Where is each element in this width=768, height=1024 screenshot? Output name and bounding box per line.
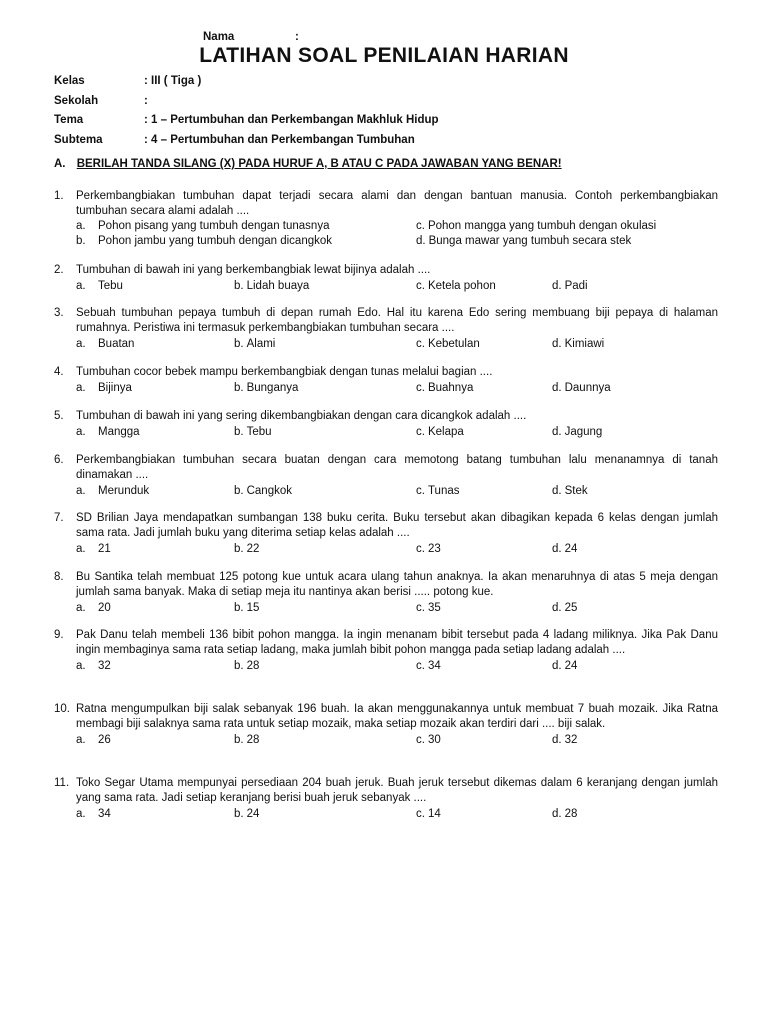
answer-option[interactable] xyxy=(416,219,656,234)
answer-option[interactable] xyxy=(234,381,298,396)
answer-options xyxy=(54,484,718,499)
answer-options xyxy=(54,337,718,352)
question-text: Tumbuhan di bawah ini yang berkembangbiak lewat bijinya adalah .... xyxy=(76,264,431,276)
answer-option[interactable] xyxy=(416,601,441,616)
answer-option[interactable] xyxy=(234,484,292,499)
question-item xyxy=(54,365,718,396)
answer-option[interactable] xyxy=(76,807,111,822)
option-text: 28 xyxy=(246,734,260,746)
answer-option[interactable] xyxy=(76,733,111,748)
option-letter: d. xyxy=(552,734,562,746)
question-number: 6. xyxy=(54,454,64,466)
info-block xyxy=(54,75,734,154)
option-text: Bijinya xyxy=(98,382,132,394)
option-letter: b. xyxy=(234,426,244,438)
option-letter: c. xyxy=(416,338,425,350)
answer-option[interactable] xyxy=(76,219,329,234)
option-letter: d. xyxy=(552,382,562,394)
option-text: 32 xyxy=(564,734,578,746)
answer-option[interactable] xyxy=(416,807,441,822)
question-item xyxy=(54,453,718,499)
answer-option[interactable] xyxy=(234,425,272,440)
option-letter: a. xyxy=(76,485,86,497)
answer-option[interactable] xyxy=(76,542,111,557)
option-letter: c. xyxy=(416,220,425,232)
question-text: Tumbuhan cocor bebek mampu berkembangbiak dengan tunas melalui bagian .... xyxy=(76,366,493,378)
answer-option[interactable] xyxy=(234,337,275,352)
question-text: Pak Danu telah membeli 136 bibit pohon mangga. Ia ingin menanam bibit tersebut pada 4 ladang miliknya. Jika Pak Danu ingin membaginya sama rata setiap ladang, maka jumlah bibit pohon mangga pada setiap ladang adalah .... xyxy=(76,629,718,656)
answer-option[interactable] xyxy=(552,337,604,352)
question-item xyxy=(54,306,718,352)
option-text: Tunas xyxy=(427,485,460,497)
option-letter: d. xyxy=(552,338,562,350)
info-label: Subtema xyxy=(54,134,103,147)
option-letter: c. xyxy=(416,543,425,555)
option-letter: a. xyxy=(76,543,86,555)
option-letter: d. xyxy=(552,280,562,292)
option-letter: b. xyxy=(234,382,244,394)
answer-options xyxy=(54,381,718,396)
answer-options xyxy=(54,659,718,674)
option-letter: c. xyxy=(416,660,425,672)
info-row-kelas xyxy=(54,75,734,95)
option-letter: d. xyxy=(552,485,562,497)
option-text: 24 xyxy=(564,543,578,555)
option-letter: b. xyxy=(234,660,244,672)
answer-option[interactable] xyxy=(552,659,577,674)
option-text: Bunganya xyxy=(246,382,299,394)
info-label: Kelas xyxy=(54,75,85,87)
option-text: Buahnya xyxy=(427,382,474,394)
option-text: Padi xyxy=(564,280,588,292)
option-letter: d. xyxy=(552,426,562,438)
answer-option[interactable] xyxy=(416,234,631,249)
answer-option[interactable] xyxy=(76,425,140,440)
option-letter: c. xyxy=(416,426,425,438)
question-text: SD Brilian Jaya mendapatkan sumbangan 138 buku cerita. Buku tersebut akan dibagikan kepada 6 kelas dengan jumlah sama rata. Jadi jumlah buku yang diterima setiap kelas adalah .... xyxy=(76,512,718,539)
question-text: Ratna mengumpulkan biji salak sebanyak 196 buah. Ia akan menggunakannya untuk membuat 7 buah mozaik. Jika Ratna membagi biji salaknya sama rata untuk setiap mozaik, maka setiap mozaik akan terdiri dari .... biji salak. xyxy=(76,703,718,730)
answer-option[interactable] xyxy=(552,733,577,748)
answer-options xyxy=(54,807,718,822)
question-item xyxy=(54,189,718,249)
option-text: 35 xyxy=(427,602,441,614)
option-text: 23 xyxy=(427,543,441,555)
option-letter: a. xyxy=(76,426,86,438)
answer-option[interactable] xyxy=(416,733,441,748)
option-letter: b. xyxy=(234,485,244,497)
info-value: : III ( Tiga ) xyxy=(144,75,202,87)
section-letter: A. xyxy=(54,158,66,170)
answer-option[interactable] xyxy=(416,542,441,557)
option-text: 14 xyxy=(427,808,441,820)
option-text: Daunnya xyxy=(564,382,611,394)
info-row-tema xyxy=(54,114,734,134)
option-text: 34 xyxy=(98,808,111,820)
answer-option[interactable] xyxy=(76,337,134,352)
info-value: : 1 – Pertumbuhan dan Perkembangan Makhluk Hidup xyxy=(144,114,439,127)
question-text: Perkembangbiakan tumbuhan dapat terjadi secara alami dan dengan bantuan manusia. Contoh perkembangbiakan tumbuhan secara alami adalah .... xyxy=(76,190,718,217)
option-text: 24 xyxy=(564,660,578,672)
option-letter: b. xyxy=(234,734,244,746)
name-field xyxy=(203,31,299,43)
answer-option[interactable] xyxy=(416,659,441,674)
option-text: Tebu xyxy=(98,280,123,292)
answer-options xyxy=(54,219,718,249)
option-letter: b. xyxy=(234,338,244,350)
option-letter: a. xyxy=(76,602,86,614)
answer-option[interactable] xyxy=(234,279,309,294)
answer-option[interactable] xyxy=(416,425,464,440)
answer-options xyxy=(54,601,718,616)
option-letter: a. xyxy=(76,220,86,232)
option-letter: d. xyxy=(552,602,562,614)
answer-option[interactable] xyxy=(552,425,602,440)
answer-option[interactable] xyxy=(234,807,259,822)
option-letter: b. xyxy=(76,235,86,247)
option-letter: c. xyxy=(416,382,425,394)
answer-option[interactable] xyxy=(234,733,259,748)
question-number: 11. xyxy=(54,777,70,789)
option-text: 34 xyxy=(427,660,441,672)
answer-option[interactable] xyxy=(234,601,259,616)
option-letter: a. xyxy=(76,808,86,820)
question-item xyxy=(54,570,718,616)
option-text: Kimiawi xyxy=(564,338,605,350)
option-letter: d. xyxy=(552,660,562,672)
question-text: Bu Santika telah membuat 125 potong kue untuk acara ulang tahun anaknya. Ia akan menaruhnya di atas 5 meja dengan jumlah sama banyak. Maka di setiap meja itu nantinya akan berisi ..... potong kue. xyxy=(76,571,718,598)
option-text: Merunduk xyxy=(98,485,150,497)
option-letter: c. xyxy=(416,485,425,497)
instruction-text: BERILAH TANDA SILANG (X) PADA HURUF A, B ATAU C PADA JAWABAN YANG BENAR! xyxy=(76,158,562,170)
answer-option[interactable] xyxy=(552,381,611,396)
option-letter: a. xyxy=(76,660,86,672)
answer-option[interactable] xyxy=(552,542,577,557)
question-number: 1. xyxy=(54,190,64,202)
answer-option[interactable] xyxy=(416,484,460,499)
option-letter: a. xyxy=(76,382,86,394)
question-number: 4. xyxy=(54,366,64,378)
answer-option[interactable] xyxy=(76,484,149,499)
option-text: 24 xyxy=(246,808,260,820)
option-text: 28 xyxy=(246,660,260,672)
option-text: Tebu xyxy=(246,426,272,438)
option-letter: a. xyxy=(76,734,86,746)
name-colon: : xyxy=(295,31,299,43)
page-title: LATIHAN SOAL PENILAIAN HARIAN xyxy=(199,44,569,67)
option-text: Kebetulan xyxy=(427,338,480,350)
option-text: Lidah buaya xyxy=(246,280,310,292)
option-text: 22 xyxy=(246,543,260,555)
answer-option[interactable] xyxy=(76,659,111,674)
option-text: Cangkok xyxy=(246,485,292,497)
option-text: Bunga mawar yang tumbuh secara stek xyxy=(428,235,632,247)
question-item xyxy=(54,702,718,748)
option-letter: c. xyxy=(416,280,425,292)
option-letter: d. xyxy=(552,543,562,555)
answer-option[interactable] xyxy=(552,807,577,822)
question-number: 10. xyxy=(54,703,70,715)
option-letter: c. xyxy=(416,808,425,820)
info-row-subtema xyxy=(54,134,734,154)
option-text: Ketela pohon xyxy=(427,280,496,292)
option-text: 21 xyxy=(98,543,111,555)
question-text: Toko Segar Utama mempunyai persediaan 204 buah jeruk. Buah jeruk tersebut dikemas dalam 6 keranjang dengan jumlah yang sama rata. Jadi setiap keranjang berisi buah jeruk sebanyak .... xyxy=(76,777,718,804)
option-text: Mangga xyxy=(98,426,140,438)
option-text: Pohon mangga yang tumbuh dengan okulasi xyxy=(427,220,657,232)
answer-option[interactable] xyxy=(234,542,259,557)
question-number: 9. xyxy=(54,629,64,641)
option-text: Pohon pisang yang tumbuh dengan tunasnya xyxy=(98,220,330,232)
question-text: Perkembangbiakan tumbuhan secara buatan dengan cara memotong batang tumbuhan lalu menanamnya di tanah dinamakan .... xyxy=(76,454,718,481)
answer-option[interactable] xyxy=(552,601,577,616)
option-text: Buatan xyxy=(98,338,135,350)
option-text: 32 xyxy=(98,660,111,672)
answer-options xyxy=(54,733,718,748)
answer-option[interactable] xyxy=(76,279,123,294)
info-label: Tema xyxy=(54,114,84,127)
option-letter: b. xyxy=(234,543,244,555)
section-instruction xyxy=(54,158,562,170)
option-text: 25 xyxy=(564,602,578,614)
option-letter: b. xyxy=(234,808,244,820)
name-label: Nama xyxy=(203,31,235,43)
answer-option[interactable] xyxy=(416,337,480,352)
question-number: 8. xyxy=(54,571,64,583)
answer-option[interactable] xyxy=(416,279,496,294)
option-letter: c. xyxy=(416,734,425,746)
answer-option[interactable] xyxy=(76,601,111,616)
info-value: : 4 – Pertumbuhan dan Perkembangan Tumbuhan xyxy=(144,134,415,147)
option-letter: a. xyxy=(76,280,86,292)
question-number: 5. xyxy=(54,410,64,422)
info-value: : xyxy=(144,94,148,107)
question-item xyxy=(54,776,718,822)
question-text: Sebuah tumbuhan pepaya tumbuh di depan rumah Edo. Hal itu karena Edo sering membuang biji pepaya di halaman rumahnya. Peristiwa ini termasuk perkembangbiakan tumbuhan secara .... xyxy=(76,307,718,334)
info-label: Sekolah xyxy=(54,94,99,107)
option-text: 28 xyxy=(564,808,578,820)
option-text: 30 xyxy=(427,734,441,746)
option-text: Stek xyxy=(564,485,588,497)
question-number: 7. xyxy=(54,512,64,524)
option-letter: a. xyxy=(76,338,86,350)
option-letter: b. xyxy=(234,280,244,292)
option-text: Kelapa xyxy=(427,426,464,438)
option-letter: d. xyxy=(416,235,426,247)
option-text: 26 xyxy=(98,734,111,746)
answer-option[interactable] xyxy=(76,234,332,249)
option-text: 20 xyxy=(98,602,111,614)
question-item xyxy=(54,511,718,557)
option-letter: c. xyxy=(416,602,425,614)
option-letter: b. xyxy=(234,602,244,614)
info-row-sekolah xyxy=(54,95,734,115)
answer-option[interactable] xyxy=(552,484,588,499)
option-text: 15 xyxy=(246,602,260,614)
question-number: 2. xyxy=(54,264,64,276)
answer-option[interactable] xyxy=(234,659,259,674)
option-text: Jagung xyxy=(564,426,603,438)
answer-options xyxy=(54,279,718,294)
question-text: Tumbuhan di bawah ini yang sering dikembangbiakan dengan cara dicangkok adalah .... xyxy=(76,410,527,422)
option-text: Alami xyxy=(246,338,276,350)
question-item xyxy=(54,263,718,294)
question-item xyxy=(54,409,718,440)
answer-option[interactable] xyxy=(416,381,473,396)
question-item xyxy=(54,628,718,674)
option-letter: d. xyxy=(552,808,562,820)
answer-options xyxy=(54,425,718,440)
option-text: Pohon jambu yang tumbuh dengan dicangkok xyxy=(98,235,333,247)
answer-option[interactable] xyxy=(76,381,132,396)
answer-options xyxy=(54,542,718,557)
answer-option[interactable] xyxy=(552,279,588,294)
question-number: 3. xyxy=(54,307,64,319)
